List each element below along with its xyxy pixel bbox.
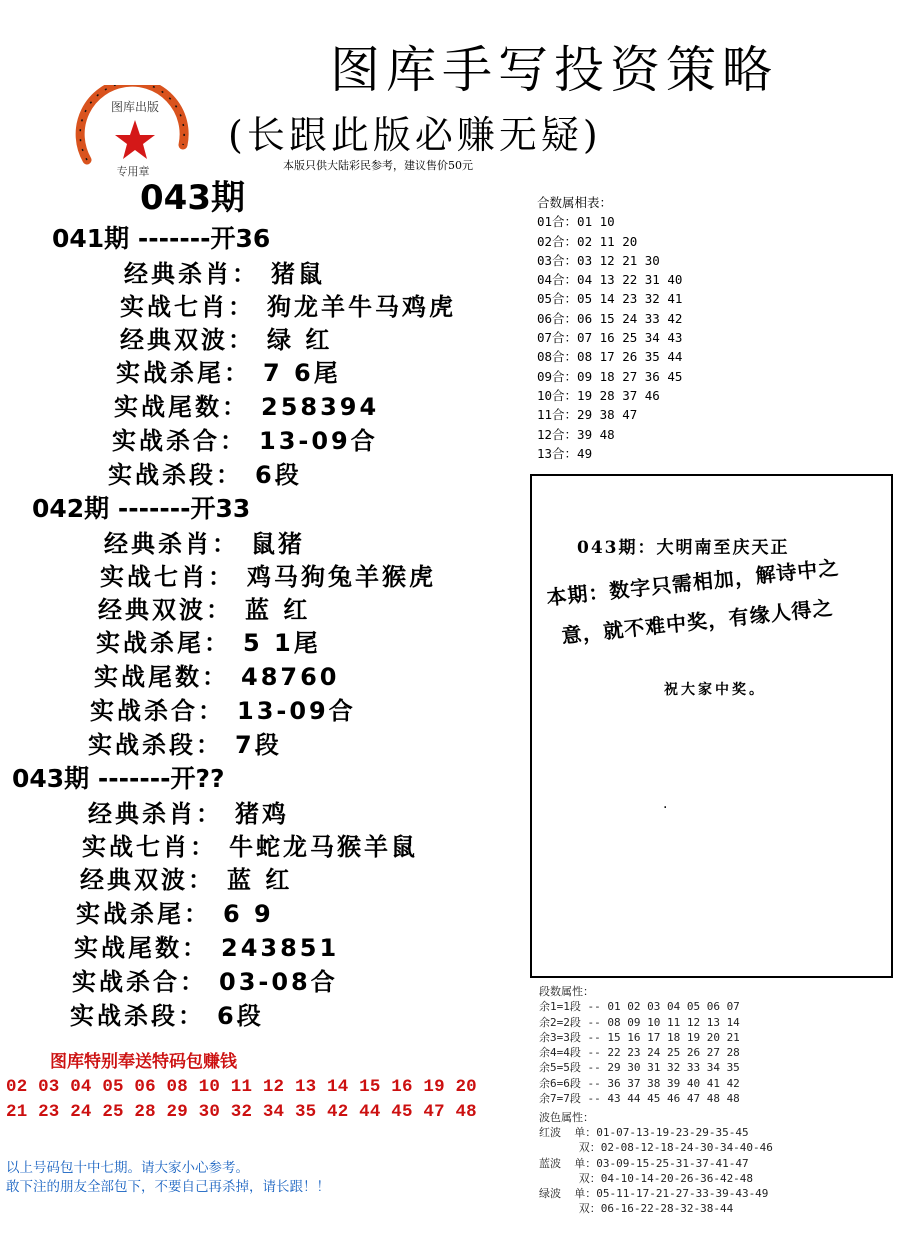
issue-041-row: 实战尾数： 258394 [114,393,380,421]
issue-041-heading: 041期 -------开36 [52,224,271,253]
page-subtitle: (长跟此版必赚无疑) [228,113,602,157]
promo-title: 图库特别奉送特码包赚钱 [50,1052,237,1072]
wave-table-row: 蓝波 单：03-09-15-25-31-37-41-47 [539,1156,749,1170]
he-table-title: 合数属相表： [537,195,613,210]
issue-041-row: 实战杀段： 6段 [108,461,302,489]
issue-041-row: 经典双波： 绿 红 [120,326,333,354]
issue-043-heading: 043期 -------开?? [12,764,225,793]
issue-043-row: 实战杀合： 03-08合 [72,968,338,996]
footer-note: 敢下注的朋友全部包下，不要自己再杀掉，请长跟！！ [6,1179,330,1195]
poem-dot: . [663,796,668,812]
he-table-row: 03合：03 12 21 30 [537,252,660,268]
issue-042-heading: 042期 -------开33 [32,494,251,523]
he-table-row: 04合：04 13 22 31 40 [537,272,683,288]
issue-043-row: 实战七肖： 牛蛇龙马猴羊鼠 [82,833,418,861]
segment-table-row: 余3=3段 -- 15 16 17 18 19 20 21 [539,1030,740,1044]
issue-041-row: 实战杀尾： 7 6尾 [116,359,341,387]
promo-numbers: 21 23 24 25 28 29 30 32 34 35 42 44 45 47 48 [6,1102,477,1122]
wave-table-title: 波色属性： [539,1111,594,1124]
segment-table-row: 余4=4段 -- 22 23 24 25 26 27 28 [539,1046,740,1060]
segment-table-row: 余2=2段 -- 08 09 10 11 12 13 14 [539,1015,740,1029]
issue-042-row: 实战杀段： 7段 [88,731,282,759]
wave-table-row: 双：04-10-14-20-26-36-42-48 [539,1171,754,1185]
segment-table-title: 段数属性： [539,985,594,998]
he-table-row: 12合：39 48 [537,426,615,442]
wave-table-row: 绿波 单：05-11-17-21-27-33-39-43-49 [539,1187,769,1201]
wave-table-row: 双：06-16-22-28-32-38-44 [539,1202,734,1216]
he-table-row: 09合：09 18 27 36 45 [537,368,683,384]
issue-043-row: 经典杀肖： 猪鸡 [88,800,289,828]
poem-line: 本期：数字只需相加，解诗中之 [545,555,841,610]
he-table-row: 05合：05 14 23 32 41 [537,291,683,307]
segment-table-row: 余7=7段 -- 43 44 45 46 47 48 48 [539,1092,740,1106]
poem-blessing: 祝大家中奖。 [664,682,766,698]
price-note: 本版只供大陆彩民参考，建议售价50元 [283,159,473,172]
issue-043-row: 实战尾数： 243851 [74,934,340,962]
issue-042-row: 经典双波： 蓝 红 [98,596,311,624]
wave-table-row: 双：02-08-12-18-24-30-34-40-46 [539,1141,773,1155]
issue-042-row: 实战尾数： 48760 [94,663,340,691]
he-table [537,193,682,463]
current-issue: 043期 [140,178,245,218]
issue-041-row: 经典杀肖： 猪鼠 [124,260,325,288]
footer-note: 以上号码包十中七期。请大家小心参考。 [6,1160,249,1176]
issue-042-row: 实战杀尾： 5 1尾 [96,629,321,657]
issue-042-row: 实战七肖： 鸡马狗兔羊猴虎 [100,563,436,591]
issue-043-row: 经典双波： 蓝 红 [80,866,293,894]
segment-table-row: 余6=6段 -- 36 37 38 39 40 41 42 [539,1076,740,1090]
promo-numbers: 02 03 04 05 06 08 10 11 12 13 14 15 16 19 20 [6,1077,477,1097]
he-table-row: 02合：02 11 20 [537,233,638,249]
he-table-row: 13合：49 [537,445,593,461]
issue-042-row: 实战杀合： 13-09合 [90,697,356,725]
he-table-row: 10合：19 28 37 46 [537,387,660,403]
he-table-row: 08合：08 17 26 35 44 [537,349,683,365]
wave-table [539,1110,773,1216]
he-table-row: 11合：29 38 47 [537,407,638,423]
segment-table-row: 余5=5段 -- 29 30 31 32 33 34 35 [539,1061,740,1075]
segment-table-row: 余1=1段 -- 01 02 03 04 05 06 07 [539,1000,740,1014]
issue-043-row: 实战杀尾： 6 9 [76,900,274,928]
segment-table [539,984,740,1106]
he-table-row: 07合：07 16 25 34 43 [537,330,683,346]
poem-line: 意，就不难中奖，有缘人得之 [560,595,835,648]
wave-table-row: 红波 单：01-07-13-19-23-29-35-45 [539,1126,749,1140]
svg-text:图库出版: 图库出版 [110,100,160,114]
issue-043-row: 实战杀段： 6段 [70,1002,264,1030]
issue-042-row: 经典杀肖： 鼠猪 [104,530,305,558]
issue-041-row: 实战杀合： 13-09合 [112,427,378,455]
page-title: 图库手写投资策略 [330,41,778,99]
he-table-row: 01合：01 10 [537,214,615,230]
poem-line: 043期：大明南至庆天正 [577,538,790,558]
he-table-row: 06合：06 15 24 33 42 [537,310,683,326]
svg-text:专用章: 专用章 [116,165,150,178]
issue-041-row: 实战七肖： 狗龙羊牛马鸡虎 [120,293,456,321]
